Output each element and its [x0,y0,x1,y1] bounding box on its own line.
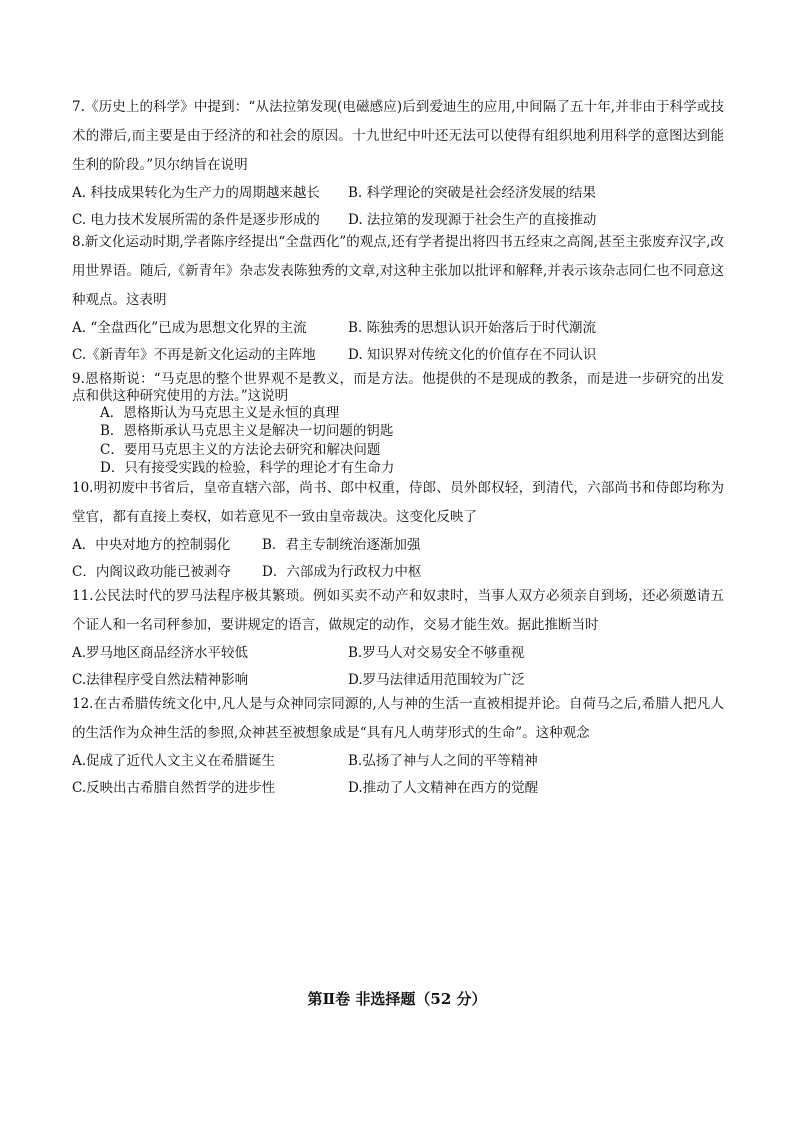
question-12-options [72,748,724,801]
question-8-stem: 8.新文化运动时期,学者陈序经提出“全盘西化”的观点,还有学者提出将四书五经束之高阁,甚至主张废弃汉字,改用世界语。随后,《新青年》杂志发表陈独秀的文章,对这种主张加以批评和解释,并表示该杂志同仁也不同意这种观点。这表明 [72,234,724,308]
question-9 [72,371,724,477]
question-9-option-d: D．只有接受实践的检验，科学的理论才有生命力 [100,459,395,476]
question-10-option-a: A．中央对地方的控制弱化 [72,537,231,553]
question-7-stem: 7.《历史上的科学》中提到：“从法拉第发现(电磁感应)后到爱迪生的应用,中间隔了五十年,并非由于科学或技术的滞后,而主要是由于经济的和社会的原因。十九世纪中叶还无法可以使得有组织地利用科学的意图达到能生利的阶段。”贝尔纳旨在说明 [72,99,724,173]
question-10-option-d: D．六部成为行政权力中枢 [262,563,422,580]
question-7-option-a: A. 科技成果转化为生产力的周期越来越长 [72,185,320,201]
question-12-stem: 12.在古希腊传统文化中,凡人是与众神同宗同源的,人与神的生活一直被相提并论。自荷马之后,希腊人把凡人的生活作为众神生活的参照,众神甚至被想象成是“具有凡人萌芽形式的生命”。这种观念 [72,696,724,741]
question-10-option-b: B．君主专制统治逐渐加强 [262,537,421,553]
question-11 [72,582,724,693]
question-11-option-d: D.罗马法律适用范围较为广泛 [348,671,525,688]
question-10-stem: 10.明初废中书省后，皇帝直辖六部，尚书、郎中权重，侍郎、员外郎权轻，到清代，六部尚书和侍郎均称为堂官，都有直接上奏权，如若意见不一致由皇帝裁决。这变化反映了 [72,480,724,525]
question-7 [72,93,724,233]
question-8-option-a: A. “全盘西化”已成为思想文化界的主流 [72,320,307,336]
question-11-stem: 11.公民法时代的罗马法程序极其繁琐。例如买卖不动产和奴隶时，当事人双方必须亲自到场，还必须邀请五个证人和一名司秤参加，要讲规定的语言，做规定的动作，交易才能生效。据此推断当时 [72,588,724,633]
question-8-options [72,315,724,368]
question-11-option-a: A.罗马地区商品经济水平较低 [72,645,249,661]
question-10 [72,474,724,585]
question-12-option-d: D.推动了人文精神在西方的觉醒 [348,779,539,796]
question-9-option-a: A．恩格斯认为马克思主义是永恒的真理 [100,405,340,421]
question-12-option-c: C.反映出古希腊自然哲学的进步性 [72,779,276,796]
question-11-option-b: B.罗马人对交易安全不够重视 [348,645,525,661]
question-8-option-b: B. 陈独秀的思想认识开始落后于时代潮流 [348,320,597,336]
question-12 [72,690,724,801]
question-12-option-b: B.弘扬了神与人之间的平等精神 [348,753,538,769]
question-10-options [72,532,724,585]
question-10-option-c: C．内阁议政功能已被剥夺 [72,563,231,580]
question-12-option-a: A.促成了近代人文主义在希腊诞生 [72,753,276,769]
question-7-option-b: B. 科学理论的突破是社会经济发展的结果 [348,185,597,201]
question-8 [72,228,724,368]
question-7-options [72,180,724,233]
question-9-option-b: B．恩格斯承认马克思主义是解决一切问题的钥匙 [100,423,394,440]
question-11-option-c: C.法律程序受自然法精神影响 [72,671,249,688]
question-11-options [72,640,724,693]
question-7-option-c: C. 电力技术发展所需的条件是逐步形成的 [72,211,320,228]
question-8-option-d: D. 知识界对传统文化的价值存在不同认识 [348,346,597,363]
question-8-option-c: C.《新青年》不再是新文化运动的主阵地 [72,346,316,363]
question-9-option-c: C．要用马克思主义的方法论去研究和解决问题 [100,441,381,458]
section-title: 第Ⅱ卷 非选择题（52 分） [307,990,487,1008]
question-7-option-d: D. 法拉第的发现源于社会生产的直接推动 [348,211,597,228]
question-9-stem: 9.恩格斯说：“马克思的整个世界观不是教义，而是方法。他提供的不是现成的教条，而是进一步研究的出发点和供这种研究使用的方法。”这说明 [72,371,724,404]
